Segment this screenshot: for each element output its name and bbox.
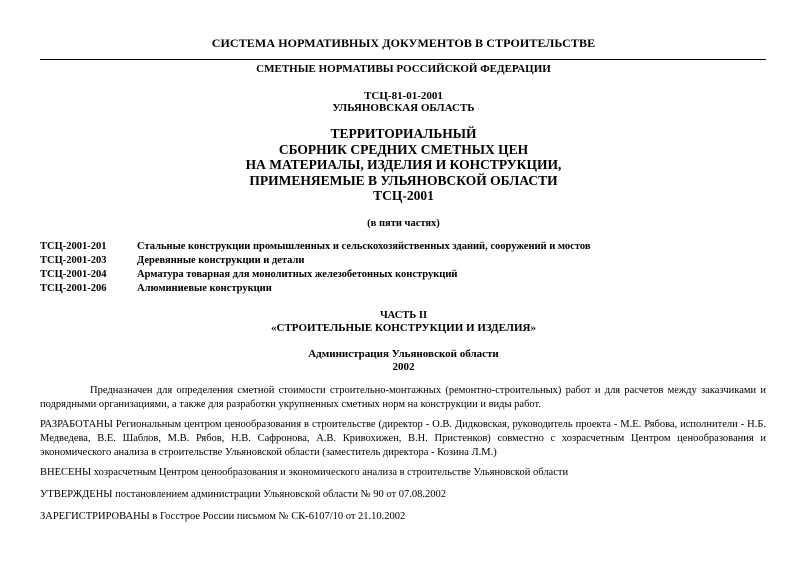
parts-list-item [40,254,591,268]
parts-list-item [40,268,591,282]
parts-list-item [40,282,591,296]
header-divider [40,59,766,60]
part-name: Стальные конструкции промышленных и сельскохозяйственных зданий, сооружений и мостов [137,241,591,252]
approved-paragraph: УТВЕРЖДЕНЫ постановлением администрации Ульяновской области № 90 от 07.08.2002 [40,489,446,500]
part-code: ТСЦ-2001-206 [40,283,107,294]
part-title: «СТРОИТЕЛЬНЫЕ КОНСТРУКЦИИ И ИЗДЕЛИЯ» [271,322,536,334]
part-label: ЧАСТЬ II [379,310,428,321]
main-title-line: СБОРНИК СРЕДНИХ СМЕТНЫХ ЦЕН [278,141,529,157]
parts-list-item [40,240,591,254]
main-title-line: ТСЦ-2001 [373,188,434,203]
registered-paragraph: ЗАРЕГИСТРИРОВАНЫ в Госстрое России письмом № СК-6107/10 от 21.10.2002 [40,511,406,522]
main-title-line: ПРИМЕНЯЕМЫЕ В УЛЬЯНОВСКОЙ ОБЛАСТИ [249,172,558,188]
publisher: Администрация Ульяновской области [308,348,499,360]
subtitle: СМЕТНЫЕ НОРМАТИВЫ РОССИЙСКОЙ ФЕДЕРАЦИИ [256,63,551,75]
main-title-line: НА МАТЕРИАЛЫ, ИЗДЕЛИЯ И КОНСТРУКЦИИ, [245,157,562,172]
publication-year: 2002 [392,361,415,373]
developed-paragraph: РАЗРАБОТАНЫ Региональным центром ценообразования в строительстве (директор - О.В. Дидковская, руководитель проекта - М.Е. Рябова, исполнители - Н.Б. Медведева, В.Е. Шаблов, М.В. Рябов, Н.В. Сафронова, А.В. Кривохижен, В.Н. Пристенков) совместно с хозрасчетным Центром ценообразования и экономического анализа в строительстве Ульяновской области (заместитель директора - Козина Л.М.) [40,419,766,458]
part-name: Алюминиевые конструкции [137,283,272,294]
part-code: ТСЦ-2001-201 [40,241,107,252]
document-code: ТСЦ-81-01-2001 [364,90,443,102]
part-code: ТСЦ-2001-203 [40,255,107,266]
introduced-paragraph: ВНЕСЕНЫ хозрасчетным Центром ценообразования и экономического анализа в строительстве Ульяновской области [40,467,569,478]
parts-note: (в пяти частях) [367,218,440,229]
system-title: СИСТЕМА НОРМАТИВНЫХ ДОКУМЕНТОВ В СТРОИТЕЛЬСТВЕ [211,36,596,50]
main-title-line: ТЕРРИТОРИАЛЬНЫЙ [330,126,477,141]
purpose-paragraph: Предназначен для определения сметной стоимости строительно-монтажных (ремонтно-строительных) работ и для расчетов между заказчиками и подрядными организациями, а также для разработки укрупненных сметных норм на конструкции и виды работ. [40,385,766,410]
main-title [0,126,807,204]
region-name: УЛЬЯНОВСКАЯ ОБЛАСТЬ [332,102,475,114]
part-name: Деревянные конструкции и детали [137,255,305,266]
part-name: Арматура товарная для монолитных железобетонных конструкций [137,269,458,280]
parts-list [40,240,591,296]
part-code: ТСЦ-2001-204 [40,269,107,280]
